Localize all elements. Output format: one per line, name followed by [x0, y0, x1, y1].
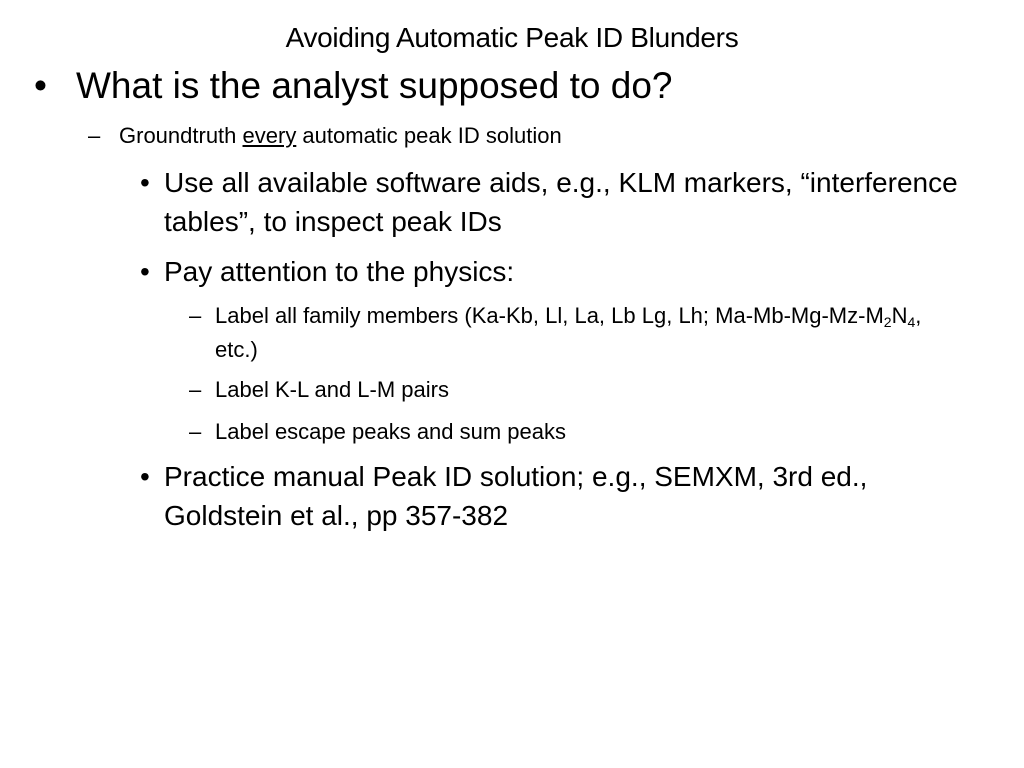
escape-peaks-text: Label escape peaks and sum peaks: [215, 419, 567, 444]
bullet-dot: •: [140, 461, 150, 492]
family-suffix: , etc.): [215, 303, 922, 362]
bullet-level4-family-members: [189, 299, 969, 367]
bullet-level2-groundtruth: [88, 121, 988, 151]
physics-text: Pay attention to the physics:: [164, 256, 515, 287]
bullet-dash: –: [88, 123, 101, 148]
groundtruth-after: automatic peak ID solution: [296, 123, 562, 148]
question-text: What is the analyst supposed to do?: [76, 65, 673, 106]
family-members-text: [215, 299, 969, 367]
bullet-dash: –: [189, 303, 202, 328]
bullet-dot: •: [34, 65, 47, 106]
emphasis-every: every: [242, 123, 297, 148]
practice-text: Practice manual Peak ID solution; e.g., SEMXM, 3rd ed., Goldstein et al., pp 357-382: [164, 461, 868, 531]
groundtruth-before: Groundtruth: [119, 123, 243, 148]
subscript-2: 2: [883, 314, 892, 330]
bullet-level3-practice: [140, 457, 970, 535]
bullet-dot: •: [140, 256, 150, 287]
subscript-4: 4: [907, 314, 916, 330]
bullet-level3-physics: [140, 252, 970, 291]
slide-title: Avoiding Automatic Peak ID Blunders: [285, 22, 739, 53]
bullet-dot: •: [140, 167, 150, 198]
bullet-level4-kl-pairs: [189, 373, 969, 407]
bullet-level3-software-aids: [140, 163, 970, 241]
software-aids-text: Use all available software aids, e.g., KLM markers, “interference tables”, to inspect peak IDs: [164, 167, 958, 237]
groundtruth-text: [119, 121, 988, 151]
bullet-dash: –: [189, 419, 202, 444]
family-prefix: Label all family members (Ka-Kb, Ll, La, Lb Lg, Lh; Ma-Mb-Mg-Mz-M: [215, 303, 884, 328]
family-mid: N: [891, 303, 908, 328]
bullet-level4-escape-peaks: [189, 415, 969, 449]
bullet-level1-question: [34, 64, 994, 108]
bullet-dash: –: [189, 377, 202, 402]
kl-pairs-text: Label K-L and L-M pairs: [215, 377, 449, 402]
